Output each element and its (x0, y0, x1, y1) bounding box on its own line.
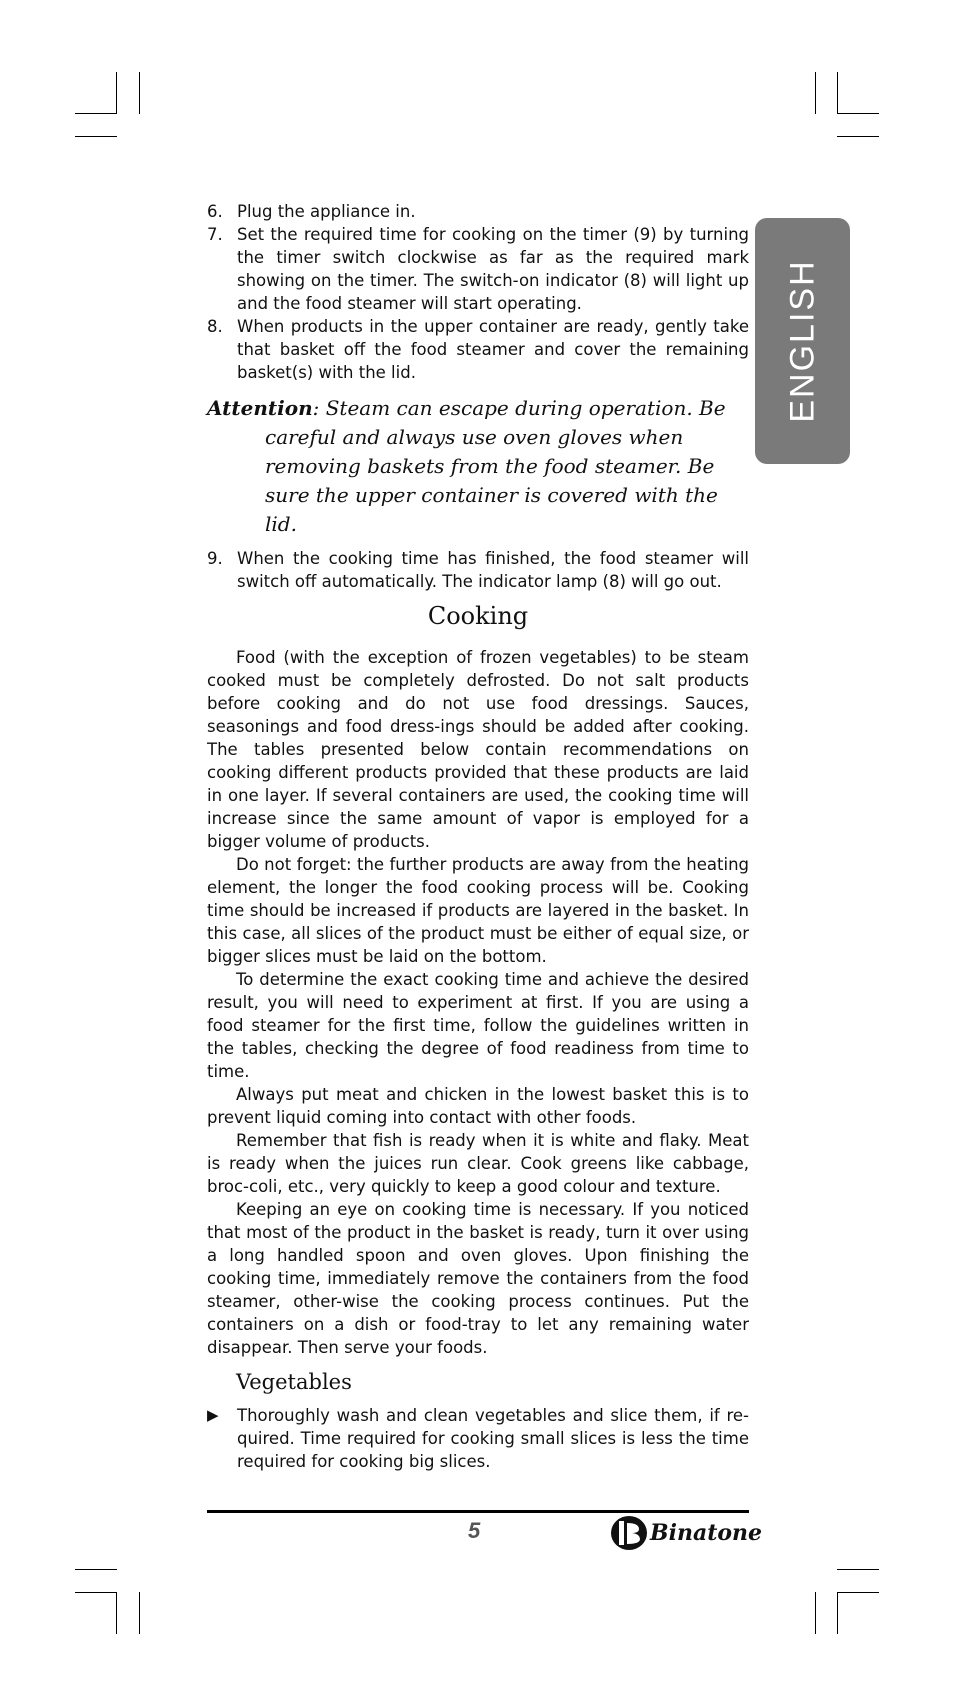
language-tab-label: ENGLISH (783, 259, 821, 423)
section-heading-vegetables: Vegetables (236, 1370, 352, 1394)
crop-mark (837, 72, 838, 114)
step-item (207, 200, 749, 223)
crop-mark (75, 113, 117, 114)
step-text: When products in the upper container are ready, gently take that basket off the food steamer and cover the remaining basket(s) with the lid. (237, 317, 749, 382)
step-text: Plug the appliance in. (237, 202, 416, 221)
attention-label: Attention (207, 396, 313, 420)
step-item (207, 223, 749, 315)
bullet-item (207, 1404, 749, 1473)
crop-mark (837, 113, 879, 114)
crop-mark (837, 1592, 879, 1593)
attention-text: : Steam can escape during operation. Be careful and always use oven gloves when removing baskets from the food steamer. Be sure the upper container is covered with the lid. (265, 396, 726, 536)
step-number: 6. (207, 202, 223, 221)
step-number: 7. (207, 225, 223, 244)
page-content (207, 200, 749, 1473)
brand-name: Binatone (650, 1520, 763, 1546)
binatone-logo-icon (610, 1515, 648, 1551)
crop-mark (116, 1592, 117, 1634)
crop-mark (837, 1592, 838, 1634)
step-number: 9. (207, 549, 223, 568)
crop-mark (837, 1569, 879, 1570)
language-tab (755, 218, 850, 464)
footer-rule (207, 1510, 749, 1513)
body-paragraph: Keeping an eye on cooking time is necessary. If you noticed that most of the product in the basket is ready, turn it over using a long handled spoon and oven gloves. Upon finishing the cooking time, immediately remove the containers from the food steamer, other-wise the cooking process continues. Put the containers on a dish or food-tray to let any remaining water disappear. Then serve your foods. (207, 1200, 749, 1357)
crop-mark (75, 136, 117, 137)
attention-note (207, 394, 749, 539)
step-text: Set the required time for cooking on the timer (9) by turning the timer switch clockwise as far as the required mark showing on the timer. The switch-on indicator (8) will light up and the food steamer will start operating. (237, 225, 749, 313)
section-heading-cooking: Cooking (427, 602, 529, 630)
crop-mark (116, 72, 117, 114)
step-text: When the cooking time has finished, the food steamer will switch off automatically. The indicator lamp (8) will go out. (237, 549, 749, 591)
body-paragraph: Always put meat and chicken in the lowest basket this is to prevent liquid coming into contact with other foods. (207, 1085, 749, 1127)
crop-mark (139, 1592, 140, 1634)
step-item (207, 547, 749, 593)
step-item (207, 315, 749, 384)
step-number: 8. (207, 317, 223, 336)
body-paragraph: Do not forget: the further products are away from the heating element, the longer the food cooking process will be. Cooking time should be increased if products are layered in the basket. In this case, all slices of the product must be either of equal size, or bigger slices must be laid on the bottom. (207, 855, 749, 966)
crop-mark (815, 72, 816, 114)
bullet-text: Thoroughly wash and clean vegetables and slice them, if re-quired. Time required for cooking small slices is less the time required for cooking big slices. (237, 1406, 749, 1471)
crop-mark (815, 1592, 816, 1634)
crop-mark (139, 72, 140, 114)
body-paragraph: Food (with the exception of frozen vegetables) to be steam cooked must be completely defrosted. Do not salt products before cooking and do not use food dressings. Sauces, seasonings and food dress-ings should be added after cooking. The tables presented below contain recommendations on cooking different products provided that these products are laid in one layer. If several containers are used, the cooking time will increase since the same amount of vapor is employed for a bigger volume of products. (207, 648, 749, 851)
crop-mark (75, 1592, 117, 1593)
body-paragraph: Remember that fish is ready when it is white and flaky. Meat is ready when the juices run clear. Cook greens like cabbage, broc-coli, etc., very quickly to keep a good colour and texture. (207, 1131, 749, 1196)
body-paragraph: To determine the exact cooking time and achieve the desired result, you will need to experiment at first. If you are using a food steamer for the first time, follow the guidelines written in the tables, checking the degree of food readiness from time to time. (207, 970, 749, 1081)
bullet-arrow-icon: ▶ (207, 1406, 219, 1424)
crop-mark (75, 1569, 117, 1570)
brand-logo (610, 1515, 762, 1551)
crop-mark (837, 136, 879, 137)
page-number: 5 (468, 1518, 481, 1543)
